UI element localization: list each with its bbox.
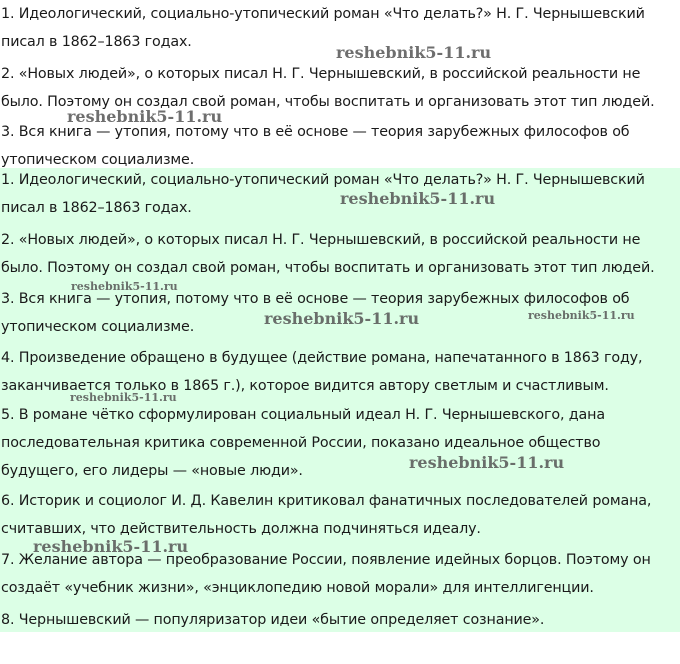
paragraph-1-highlighted: 1. Идеологический, социально-утопический роман «Что делать?» Н. Г. Чернышевский писал в 1862–1863 годах. <box>1 172 645 216</box>
paragraph-3-highlighted: 3. Вся книга — утопия, потому что в её основе — теория зарубежных философов об утопическом социализме. <box>1 291 630 335</box>
watermark: reshebnik5-11.ru <box>33 537 189 556</box>
watermark: reshebnik5-11.ru <box>264 309 420 328</box>
paragraph-2: 2. «Новых людей», о которых писал Н. Г. Чернышевский, в российской реальности не было. Поэтому он создал свой роман, чтобы воспитать и организовать этот тип людей. <box>1 66 655 110</box>
paragraph-2-highlighted: 2. «Новых людей», о которых писал Н. Г. Чернышевский, в российской реальности не было. Поэтому он создал свой роман, чтобы воспитать и организовать этот тип людей. <box>1 232 655 276</box>
paragraph-8: 8. Чернышевский — популяризатор идеи «бытие определяет сознание». <box>1 612 545 628</box>
paragraph-6: 6. Историк и социолог И. Д. Кавелин критиковал фанатичных последователей романа, считавших, что действительность должна подчиняться идеалу. <box>1 493 652 537</box>
watermark: reshebnik5-11.ru <box>409 453 565 472</box>
watermark: reshebnik5-11.ru <box>528 309 635 322</box>
watermark: reshebnik5-11.ru <box>71 280 178 293</box>
paragraph-7: 7. Желание автора — преобразование России, появление идейных борцов. Поэтому он создаёт «учебник жизни», «энциклопедию новой морали» для интеллигенции. <box>1 552 651 596</box>
paragraph-5: 5. В романе чётко сформулирован социальный идеал Н. Г. Чернышевского, дана последовательная критика современной России, показано идеальное общество будущего, его лидеры — «новые люди». <box>1 407 605 479</box>
paragraph-4: 4. Произведение обращено в будущее (действие романа, напечатанного в 1863 году, заканчивается только в 1865 г.), которое видится автору светлым и счастливым. <box>1 350 643 394</box>
paragraph-3: 3. Вся книга — утопия, потому что в её основе — теория зарубежных философов об утопическом социализме. <box>1 124 630 168</box>
watermark: reshebnik5-11.ru <box>340 189 496 208</box>
watermark: reshebnik5-11.ru <box>67 107 223 126</box>
watermark: reshebnik5-11.ru <box>336 43 492 62</box>
paragraph-1: 1. Идеологический, социально-утопический роман «Что делать?» Н. Г. Чернышевский писал в 1862–1863 годах. <box>1 6 645 50</box>
watermark: reshebnik5-11.ru <box>70 391 177 404</box>
